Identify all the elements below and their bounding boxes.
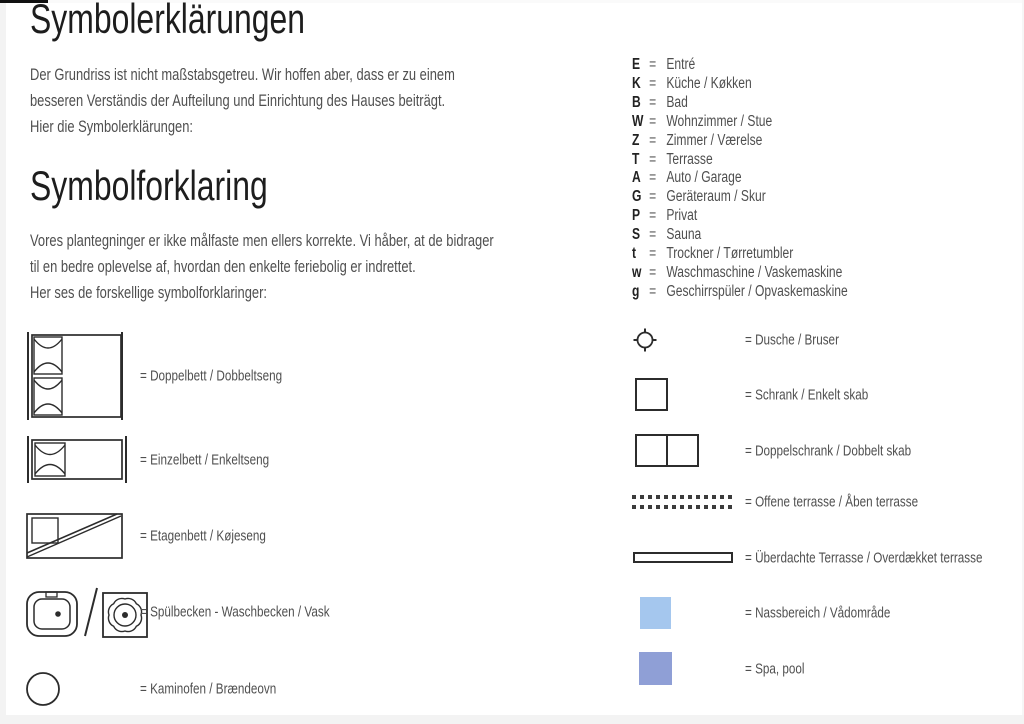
abbr-letter: S (632, 226, 641, 244)
abbr-meaning: Sauna (666, 226, 702, 244)
equals-sign: = (649, 74, 657, 92)
german-title (30, 0, 392, 40)
german-intro-paragraph (30, 62, 589, 140)
abbr-meaning: Entré (666, 56, 696, 73)
danish-title (30, 162, 343, 209)
open-terrace-dash-line (632, 505, 733, 509)
german-title-text: Symbolerklärungen (30, 0, 306, 42)
abbr-row-entree (632, 56, 848, 75)
spa-pool-icon (639, 652, 672, 685)
equals-sign: = (649, 131, 657, 149)
abbr-meaning: Privat (666, 207, 698, 225)
equals-sign: = (649, 169, 657, 187)
legend-row-sink (25, 584, 445, 640)
abbr-row-garage (632, 169, 848, 188)
abbr-row-toolshed (632, 188, 848, 207)
legend-label: = Dusche / Bruser (745, 331, 839, 349)
danish-intro-line-3: Her ses de forskellige symbolforklaringer: (30, 283, 267, 302)
abbr-row-washer (632, 264, 848, 283)
german-intro-line-3: Hier die Symbolerklärungen: (30, 117, 194, 136)
abbr-meaning: Auto / Garage (666, 169, 742, 187)
abbr-row-terrace (632, 151, 848, 170)
shower-icon (632, 327, 658, 353)
legend-label: = Überdachte Terrasse / Overdækket terrasse (745, 549, 983, 567)
wet-area-icon (640, 597, 671, 629)
abbr-letter: A (632, 169, 641, 187)
legend-label: = Doppelbett / Dobbeltseng (140, 367, 283, 385)
abbr-row-livingroom (632, 113, 848, 132)
abbr-meaning: Waschmaschine / Vaskemaskine (666, 263, 843, 281)
covered-terrace-icon (633, 552, 733, 563)
double-bed-icon (25, 332, 125, 420)
equals-sign: = (649, 263, 657, 281)
legend-label: = Etagenbett / Køjeseng (140, 527, 266, 545)
legend-row-double-bed (25, 332, 445, 420)
abbr-letter: K (632, 74, 641, 92)
double-cabinet-icon-right (666, 434, 699, 467)
equals-sign: = (649, 207, 657, 225)
danish-intro-paragraph (30, 228, 640, 306)
single-bed-icon (25, 436, 130, 483)
legend-label: = Schrank / Enkelt skab (745, 386, 869, 403)
legend-label: = Doppelschrank / Dobbelt skab (745, 442, 912, 459)
abbr-row-dishwasher (632, 283, 848, 302)
legend-row-wet-area (632, 597, 1024, 629)
danish-intro-line-1: Vores plantegninger er ikke målfaste men ellers korrekte. Vi håber, at de bidrager (30, 231, 494, 250)
legend-row-open-terrace (632, 494, 1024, 510)
german-intro-line-2: besseren Verständis der Aufteilung und Einrichtung des Hauses beiträgt. (30, 91, 446, 110)
legend-label: = Einzelbett / Enkeltseng (140, 451, 270, 468)
abbr-meaning: Geschirrspüler / Opvaskemaskine (666, 282, 848, 300)
abbr-meaning: Wohnzimmer / Stue (666, 112, 773, 130)
danish-title-text: Symbolforklaring (30, 162, 268, 209)
equals-sign: = (649, 150, 657, 168)
abbr-letter: w (632, 263, 642, 281)
legend-row-single-cabinet (632, 378, 1024, 411)
equals-sign: = (649, 282, 657, 300)
abbr-row-kitchen (632, 75, 848, 94)
abbr-meaning: Geräteraum / Skur (666, 188, 766, 206)
abbr-letter: g (632, 282, 640, 300)
abbr-meaning: Bad (666, 93, 688, 111)
legend-row-covered-terrace (632, 549, 1024, 567)
abbr-row-sauna (632, 226, 848, 245)
abbr-letter: E (632, 56, 641, 73)
danish-intro-line-2: til en bedre oplevelse af, hvordan den enkelte feriebolig er indrettet. (30, 257, 416, 276)
abbr-letter: Z (632, 131, 640, 149)
bunk-bed-icon (25, 512, 125, 560)
abbr-meaning: Zimmer / Værelse (666, 131, 763, 149)
legend-label: = Kaminofen / Brændeovn (140, 680, 277, 698)
equals-sign: = (649, 93, 657, 111)
abbr-letter: B (632, 93, 641, 111)
abbr-letter: G (632, 188, 642, 206)
legend-row-bunk-bed (25, 512, 445, 560)
abbr-row-dryer (632, 245, 848, 264)
legend-label: = Spülbecken - Waschbecken / Vask (140, 603, 330, 621)
legend-row-spa-pool (632, 652, 1024, 685)
legend-row-double-cabinet (632, 434, 1024, 467)
abbr-meaning: Küche / Køkken (666, 74, 752, 92)
legend-row-single-bed (25, 436, 445, 483)
equals-sign: = (649, 245, 657, 263)
abbr-meaning: Terrasse (666, 150, 713, 168)
abbr-letter: P (632, 207, 641, 225)
abbreviation-list (632, 56, 909, 302)
abbr-row-bath (632, 94, 848, 113)
legend-label: = Spa, pool (745, 660, 805, 677)
abbr-row-private (632, 207, 848, 226)
double-cabinet-icon-left (635, 434, 668, 467)
legend-row-shower (632, 327, 1024, 353)
legend-row-wood-stove (25, 671, 445, 707)
equals-sign: = (649, 188, 657, 206)
abbr-letter: W (632, 112, 644, 130)
legend-label: = Offene terrasse / Åben terrasse (745, 493, 919, 511)
single-cabinet-icon (635, 378, 668, 411)
wood-stove-icon (25, 671, 61, 707)
legend-label: = Nassbereich / Vådområde (745, 604, 891, 622)
open-terrace-dash-line (632, 495, 733, 499)
abbr-letter: t (632, 245, 637, 263)
equals-sign: = (649, 112, 657, 130)
sink-washbasin-icon (25, 584, 153, 640)
abbr-row-room (632, 132, 848, 151)
abbr-meaning: Trockner / Tørretumbler (666, 245, 794, 263)
german-intro-line-1: Der Grundriss ist nicht maßstabsgetreu. Wir hoffen aber, dass er zu einem (30, 65, 455, 84)
abbr-letter: T (632, 150, 640, 168)
equals-sign: = (649, 226, 657, 244)
equals-sign: = (649, 56, 657, 73)
